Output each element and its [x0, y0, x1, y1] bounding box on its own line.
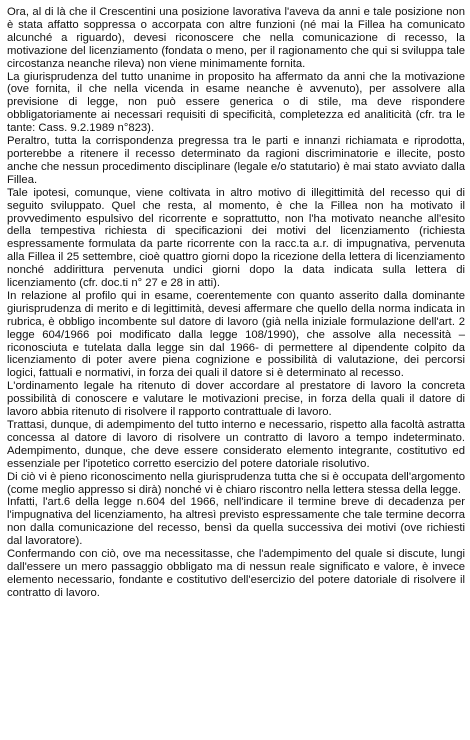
paragraph-adempimento-interno: Trattasi, dunque, di adempimento del tutto interno e necessario, rispetto alla facoltà astratta concessa al datore di lavoro di risolvere un contratto di lavoro a tempo indeterminato. Adempimento, dunque, che deve essere considerato elemento integrante, costitutivo ed essenziale per l'ipotetico corretto esercizio del potere datoriale risolutivo.	[7, 419, 465, 470]
paragraph-corrispondenza-pregressa: Peraltro, tutta la corrispondenza pregressa tra le parti e innanzi richiamata e riprodotta, porterebbe a ritenere il recesso determinato da ragioni discriminatorie e illecite, posto anche che nessun procedimento disciplinare (legale e/o statutario) è mai stato avviato dalla Fillea.	[7, 135, 465, 186]
paragraph-conclusione: Confermando con ciò, ove ma necessitasse, che l'adempimento del quale si discute, lungi dall'essere un mero passaggio obbligato ma di nessun reale significato e valore, è invece elemento necessario, fondante e costitutivo dell'esercizio del potere datoriale di risolvere il contratto di lavoro.	[7, 548, 465, 599]
paragraph-riconoscimento-giurisprudenza: Di ciò vi è pieno riconoscimento nella giurisprudenza tutta che si è occupata dell'argomento (come meglio appresso si dirà) nonché vi è chiaro riscontro nella lettera stessa della legge.	[7, 470, 465, 496]
paragraph-art6-legge-604: Infatti, l'art.6 della legge n.604 del 1966, nell'indicare il termine breve di decadenza per l'impugnativa del licenziamento, ha altresì previsto espressamente che tale termine decorra non dalla comunicazione del recesso, bensì da quella successiva dei motivi (ove richiesti dal lavoratore).	[7, 496, 465, 548]
paragraph-profilo-in-esame: In relazione al profilo qui in esame, coerentemente con quanto asserito dalla dominante giurisprudenza di merito e di legittimità, devesi affermare che quello della norma indicata in rubrica, è obbligo incombente sul datore di lavoro (già nella iniziale formulazione dell'art. 2 legge 604/1966 poi modificato dalla legge 108/1990), che assolve alla necessità –riconosciuta e tutelata dalla legge sin dal 1966- di permettere al dipendente colpito da licenziamento di poter avere piena cognizione e possibilità di valutazione, dei percorsi logici, fattuali e normativi, in forza dei quali il datore si è determinato al recesso.	[7, 289, 465, 380]
paragraph-ordinamento-legale: L'ordinamento legale ha ritenuto di dover accordare al prestatore di lavoro la concreta possibilità di conoscere e valutare le motivazioni precise, in forza della quali il datore di lavoro abbia ritenuto di risolvere il rapporto contrattuale di lavoro.	[7, 380, 465, 419]
paragraph-recesso-motivazione: Ora, al di là che il Crescentini una posizione lavorativa l'aveva da anni e tale posizione non è stata affatto soppressa o accorpata con altre funzioni (né mai la Fillea ha comunicato alcunché a riguardo), devesi riconoscere che nella comunicazione di recesso, la motivazione del licenziamento (fondata o meno, per il ragionamento che qui si sviluppa tale circostanza neanche rileva) non viene minimamente fornita.	[7, 6, 465, 70]
paragraph-ipotesi-illegittimita: Tale ipotesi, comunque, viene coltivata in altro motivo di illegittimità del recesso qui di seguito sviluppato. Quel che resta, al momento, è che la Fillea non ha motivato il provvedimento espulsivo del ricorrente e soprattutto, non l'ha motivato neanche all'esito della tempestiva richiesta di specificazioni dei motivi del licenziamento (richiesta espressamente formulata da parte ricorrente con la racc.ta a.r. di impugnativa, pervenuta alla Fillea il 25 settembre, cioè quattro giorni dopo la ricezione della lettera di licenziamento nonché addirittura pervenuta undici giorni dopo la data indicata sulla lettera di licenziamento (cfr. doc.ti n° 27 e 28 in atti).	[7, 186, 465, 290]
paragraph-giurisprudenza-unanime: La giurisprudenza del tutto unanime in proposito ha affermato da anni che la motivazione (ove fornita, il che nella vicenda in esame neanche è avvenuto), per assolvere alla previsione di legge, non può essere generica o di stile, ma deve rispondere obbligatoriamente ai necessari requisiti di specificità, completezza ed analiticità (cfr. tra le tante: Cass. 9.2.1989 n°823).	[7, 70, 465, 135]
